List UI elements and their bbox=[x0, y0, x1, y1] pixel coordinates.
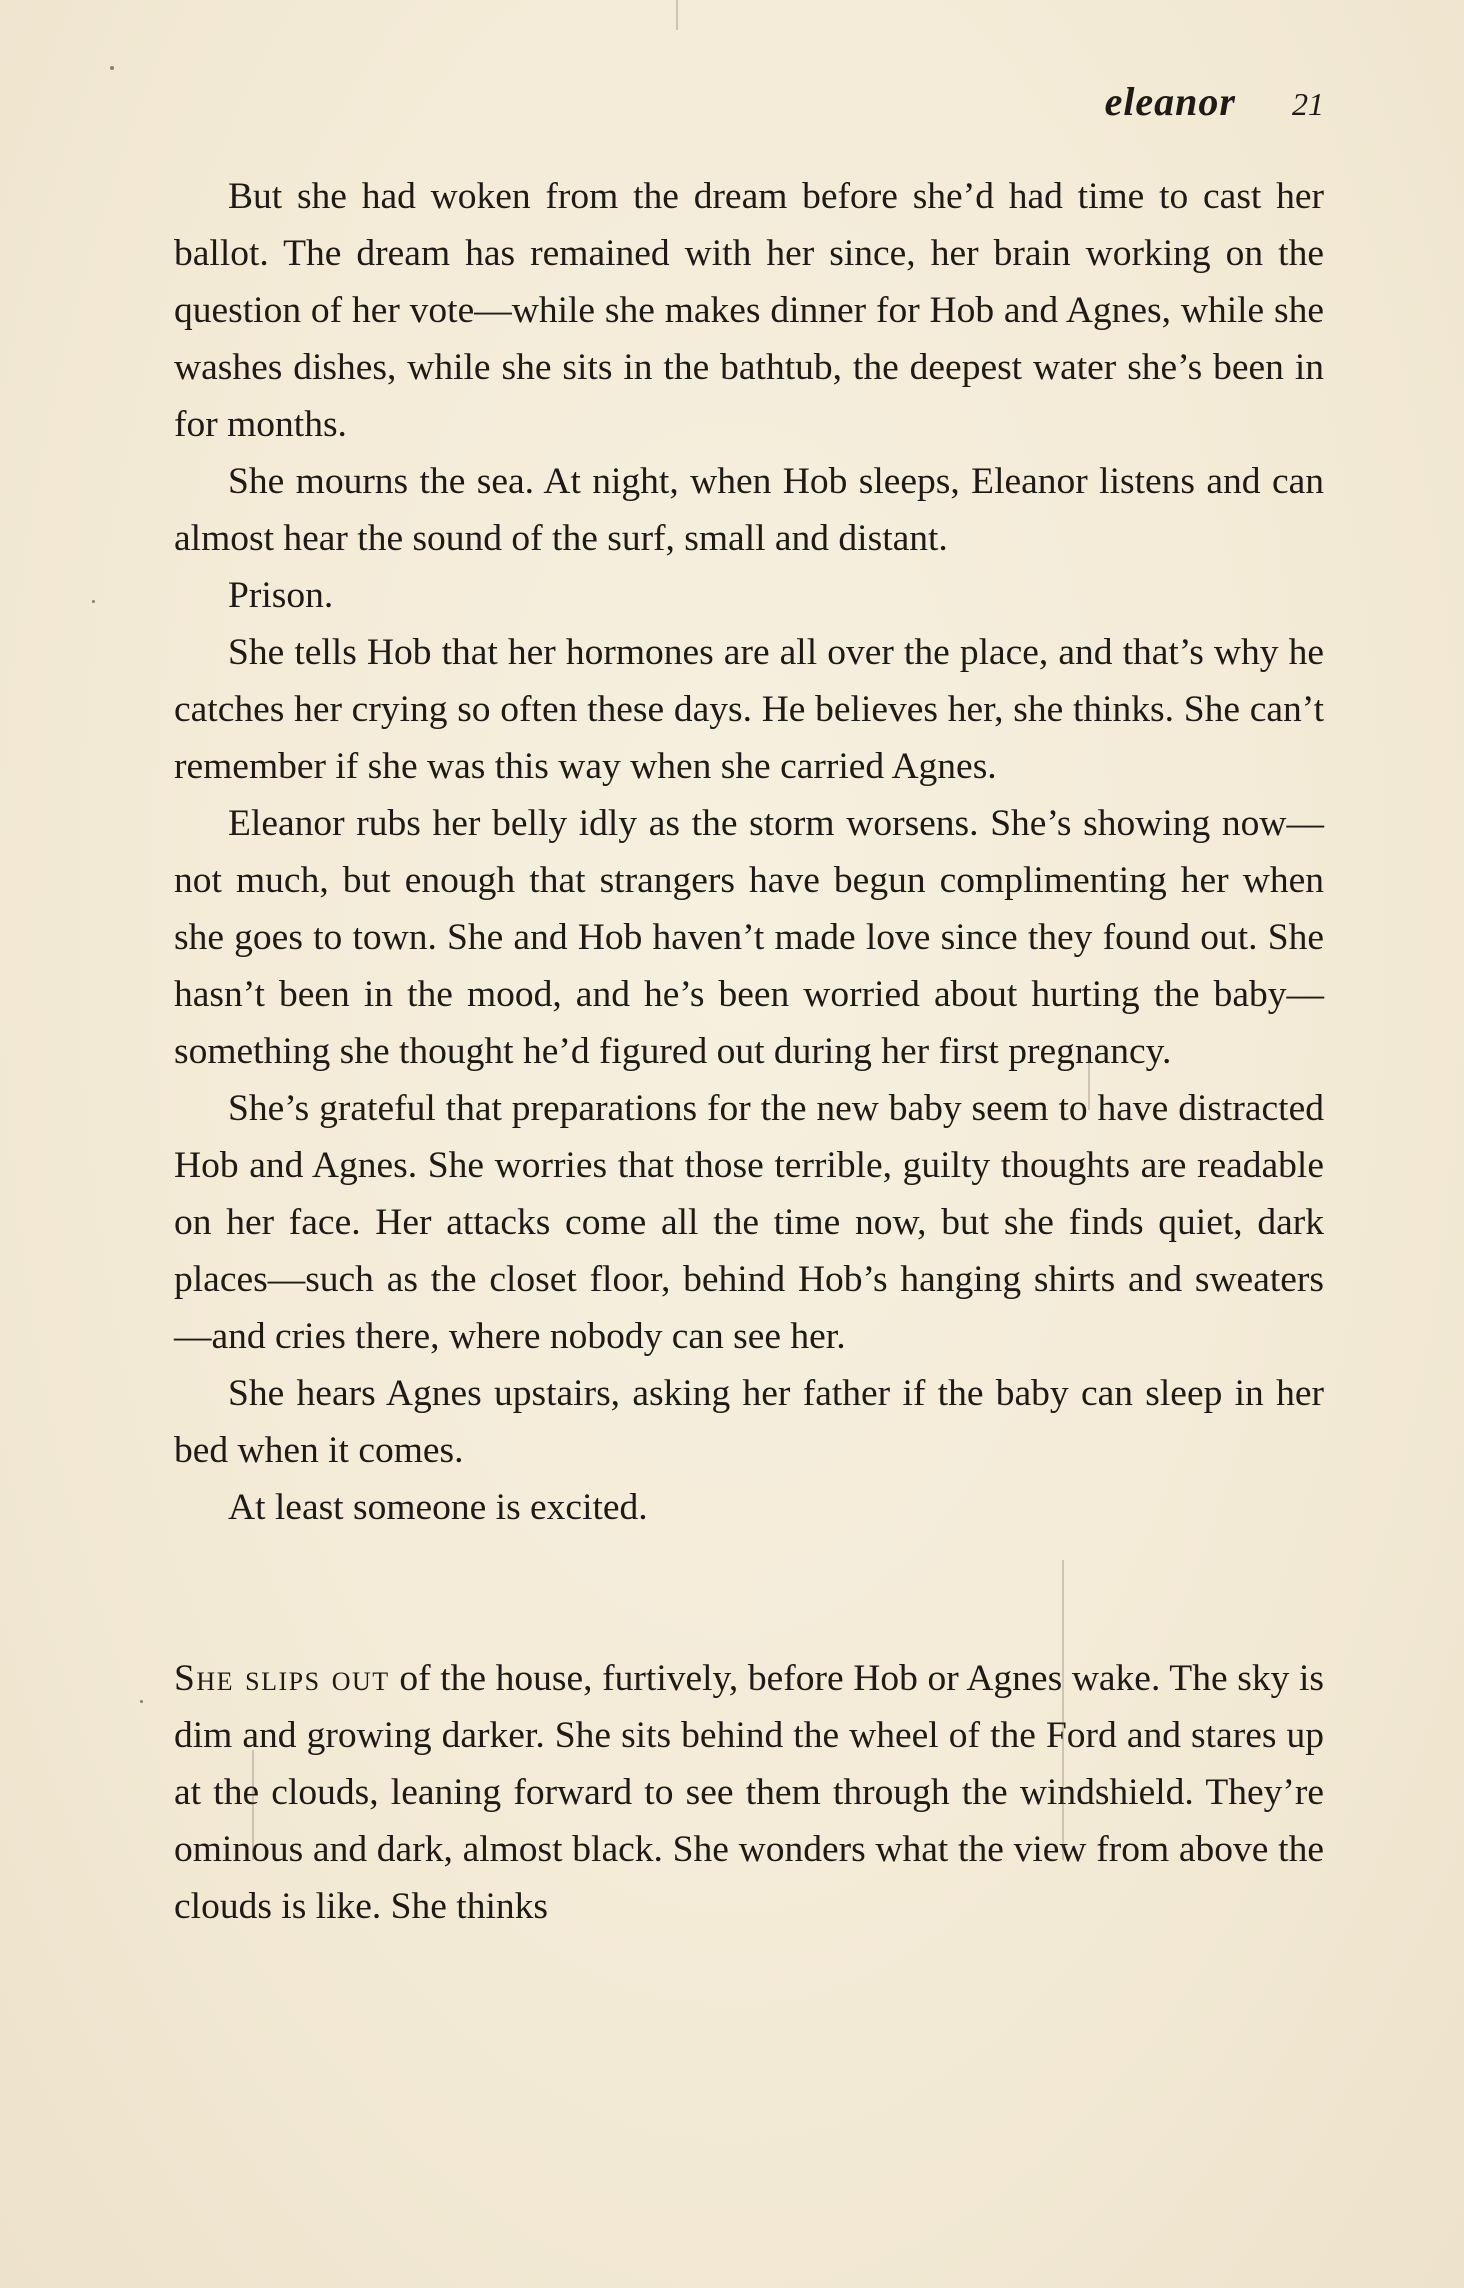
scan-mark bbox=[1062, 1560, 1064, 1860]
scan-mark bbox=[1088, 1050, 1090, 1110]
scan-speck bbox=[92, 600, 95, 603]
paragraph-text: of the house, furtively, before Hob or Agnes wake. The sky is dim and growing darker. She sits behind the wheel of the Ford and stares up at the clouds, leaning forward to see them through the windshield. They’re ominous and dark, almost black. She wonders what the view from above the clouds is like. She thinks bbox=[174, 1658, 1324, 1927]
running-title: eleanor bbox=[1104, 79, 1236, 124]
scan-mark bbox=[676, 0, 678, 30]
paragraph: She mourns the sea. At night, when Hob sleeps, Eleanor listens and can almost hear the sound of the surf, small and distant. bbox=[174, 461, 1324, 559]
scan-speck bbox=[140, 1700, 143, 1703]
running-head bbox=[1105, 78, 1324, 125]
paragraph: Prison. bbox=[228, 575, 334, 616]
scan-mark bbox=[252, 1750, 254, 1860]
small-caps-lead: She slips out bbox=[174, 1658, 390, 1699]
paragraph: At least someone is excited. bbox=[228, 1487, 648, 1528]
scan-speck bbox=[110, 66, 114, 70]
paragraph: She hears Agnes upstairs, asking her father if the baby can sleep in her bed when it comes. bbox=[174, 1373, 1324, 1471]
paragraph: But she had woken from the dream before she’d had time to cast her ballot. The dream has remained with her since, her brain working on the question of her vote—while she makes dinner for Hob and Agnes, while she washes dishes, while she sits in the bathtub, the deepest water she’s been in for months. bbox=[174, 176, 1324, 445]
section-break bbox=[174, 1536, 1324, 1650]
paragraph: She tells Hob that her hormones are all over the place, and that’s why he catches her crying so often these days. He believes her, she thinks. She can’t remember if she was this way when she carried Agnes. bbox=[174, 632, 1324, 787]
paragraph: She’s grateful that preparations for the new baby seem to have distracted Hob and Agnes. She worries that those terrible, guilty thoughts are readable on her face. Her attacks come all the time now, but she finds quiet, dark places—such as the closet floor, behind Hob’s hanging shirts and sweaters—and cries there, where nobody can see her. bbox=[174, 1088, 1324, 1357]
paragraph: Eleanor rubs her belly idly as the storm worsens. She’s showing now—not much, but enough that strangers have begun complimenting her when she goes to town. She and Hob haven’t made love since they found out. She hasn’t been in the mood, and he’s been worried about hurting the baby—something she thought he’d figured out during her first pregnancy. bbox=[174, 803, 1324, 1072]
section-opening-paragraph bbox=[174, 1650, 1324, 1935]
page-number: 21 bbox=[1292, 86, 1324, 122]
body-text bbox=[174, 168, 1324, 1935]
